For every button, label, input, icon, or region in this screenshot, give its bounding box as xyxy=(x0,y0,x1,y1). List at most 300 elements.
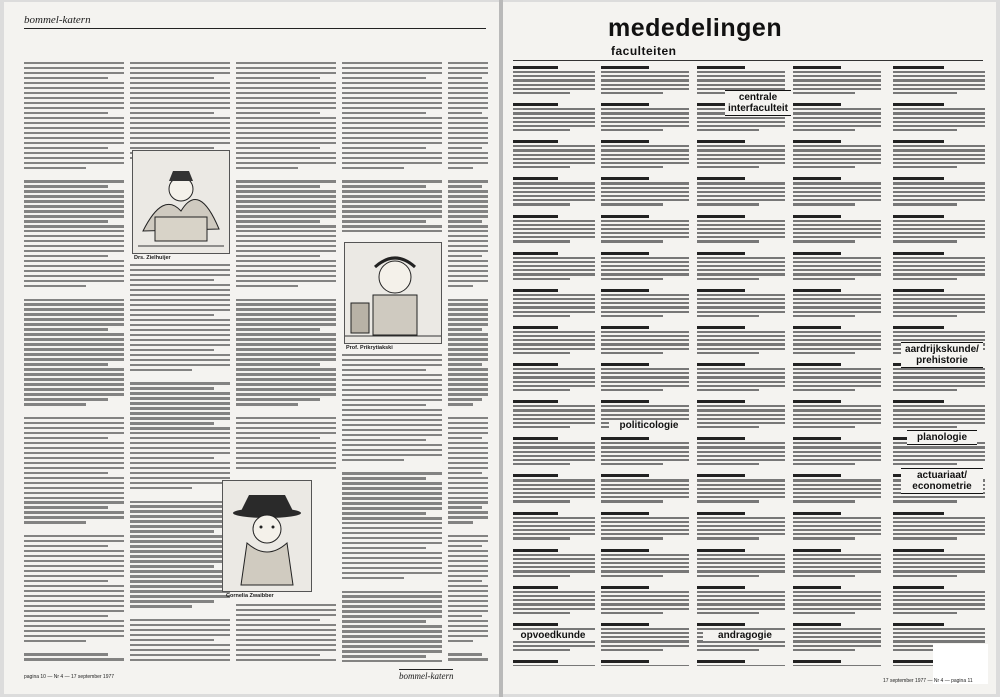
text-line xyxy=(24,112,108,114)
announcement-line xyxy=(601,278,663,280)
announcement-line xyxy=(893,463,957,465)
text-line xyxy=(448,62,488,64)
text-line xyxy=(24,620,124,622)
announcement-line xyxy=(513,517,595,519)
text-line xyxy=(236,285,298,287)
text-line xyxy=(448,600,488,602)
text-line xyxy=(24,147,108,149)
announcement-line xyxy=(601,537,663,539)
text-line xyxy=(448,565,488,567)
announcement-line xyxy=(513,645,595,647)
text-line xyxy=(130,501,230,503)
announcement-line xyxy=(513,608,595,610)
text-line xyxy=(342,185,426,187)
announcement-line xyxy=(793,215,841,218)
announcement-line xyxy=(513,437,558,440)
announcement-line xyxy=(601,140,649,143)
text-line xyxy=(130,530,214,532)
text-line xyxy=(448,348,488,350)
announcement-line xyxy=(601,331,689,333)
text-line xyxy=(448,270,488,272)
announcement-line xyxy=(893,224,985,226)
announcement-line xyxy=(697,484,785,486)
text-line xyxy=(236,422,336,424)
text-line xyxy=(448,398,482,400)
announcement-line xyxy=(697,562,785,564)
text-line xyxy=(448,190,488,192)
text-line xyxy=(448,570,488,572)
text-line xyxy=(24,275,124,277)
announcement-line xyxy=(793,166,855,168)
announcement-line xyxy=(893,570,985,572)
text-line xyxy=(342,354,442,356)
announcement-line xyxy=(793,533,881,535)
text-line xyxy=(342,542,442,544)
announcement-line xyxy=(601,591,689,593)
text-line xyxy=(342,650,442,652)
text-line xyxy=(130,452,230,454)
text-line xyxy=(342,142,442,144)
announcement-line xyxy=(697,356,785,361)
text-line xyxy=(236,142,336,144)
announcement-line xyxy=(893,640,985,642)
text-line xyxy=(236,195,336,197)
header-label: bommel-katern xyxy=(24,14,91,26)
text-line xyxy=(24,437,108,439)
announcement-line xyxy=(513,220,595,222)
text-line xyxy=(24,142,124,144)
text-line xyxy=(236,467,336,469)
text-line xyxy=(130,412,230,414)
text-line xyxy=(448,102,488,104)
left-page-header xyxy=(24,10,486,29)
text-line xyxy=(24,487,124,489)
text-line xyxy=(24,102,124,104)
text-line xyxy=(448,635,488,637)
announcement-line xyxy=(601,154,689,156)
text-line xyxy=(130,319,230,321)
announcement-line xyxy=(793,154,881,156)
text-line xyxy=(130,477,230,479)
announcement-line xyxy=(697,79,785,81)
announcement-line xyxy=(601,653,689,658)
text-line xyxy=(448,373,488,375)
announcement-line xyxy=(601,84,689,86)
announcement-line xyxy=(697,66,745,69)
text-line xyxy=(448,137,488,139)
text-line xyxy=(24,452,124,454)
text-column-4a xyxy=(342,62,442,237)
announcement-line xyxy=(697,311,785,313)
text-line xyxy=(342,522,442,524)
section-aardrijkskunde: aardrijkskunde/ prehistorie xyxy=(901,342,983,368)
text-line xyxy=(130,610,230,616)
text-line xyxy=(448,472,482,474)
announcement-line xyxy=(513,326,558,329)
text-line xyxy=(24,615,108,617)
announcement-line xyxy=(601,517,689,519)
announcement-line xyxy=(893,257,985,259)
announcement-line xyxy=(893,103,944,106)
announcement-line xyxy=(893,389,957,391)
text-line xyxy=(24,580,108,582)
announcement-line xyxy=(697,306,785,308)
announcement-line xyxy=(513,623,558,626)
text-line xyxy=(342,230,442,232)
announcement-line xyxy=(793,245,881,250)
announcement-line xyxy=(697,554,785,556)
text-line xyxy=(24,590,124,592)
announcement-line xyxy=(601,649,663,651)
announcement-line xyxy=(697,187,785,189)
announcement-line xyxy=(793,75,881,77)
announcement-line xyxy=(893,145,985,147)
text-line xyxy=(24,122,124,124)
announcement-line xyxy=(893,140,944,143)
announcement-line xyxy=(893,517,985,519)
text-line xyxy=(24,373,124,375)
text-line xyxy=(448,427,488,429)
text-line xyxy=(342,137,442,139)
announcement-line xyxy=(513,88,595,90)
announcement-line xyxy=(793,554,881,556)
announcement-line xyxy=(893,335,985,337)
text-line xyxy=(448,87,488,89)
announcement-line xyxy=(601,500,663,502)
announcement-line xyxy=(697,505,785,510)
text-line xyxy=(24,117,124,119)
text-line xyxy=(236,62,336,64)
text-line xyxy=(24,333,124,335)
text-line xyxy=(236,348,336,350)
announcement-line xyxy=(601,75,689,77)
text-line xyxy=(236,462,336,464)
text-line xyxy=(342,117,442,119)
text-line xyxy=(236,137,336,139)
text-line xyxy=(448,152,488,154)
announcement-line xyxy=(601,579,689,584)
announcement-line xyxy=(601,265,689,267)
announcement-line xyxy=(513,467,595,472)
announcement-line xyxy=(513,311,595,313)
text-line xyxy=(448,358,488,360)
announcement-line xyxy=(513,451,595,453)
announcement-line xyxy=(601,521,689,523)
text-line xyxy=(448,82,488,84)
announcement-line xyxy=(513,319,595,324)
text-line xyxy=(24,545,108,547)
text-line xyxy=(24,62,124,64)
text-line xyxy=(448,447,488,449)
announcement-line xyxy=(893,623,944,626)
text-line xyxy=(448,308,488,310)
text-line xyxy=(236,654,320,656)
text-line xyxy=(342,502,442,504)
text-line xyxy=(24,516,124,518)
announcement-line xyxy=(601,492,689,494)
announcement-line xyxy=(513,269,595,271)
announcement-line xyxy=(893,129,957,131)
text-line xyxy=(24,343,124,345)
text-line xyxy=(236,147,320,149)
text-line xyxy=(130,427,230,429)
announcement-line xyxy=(697,512,745,515)
announcement-line xyxy=(893,426,957,428)
announcement-line xyxy=(793,236,881,238)
announcement-line xyxy=(793,500,855,502)
announcement-line xyxy=(697,220,785,222)
announcement-line xyxy=(513,521,595,523)
text-line xyxy=(342,591,442,593)
text-line xyxy=(130,82,230,84)
announcement-line xyxy=(793,422,881,424)
text-line xyxy=(448,605,488,607)
announcement-line xyxy=(893,208,985,213)
announcement-line xyxy=(793,479,881,481)
announcement-line xyxy=(697,442,785,444)
text-line xyxy=(130,354,230,356)
text-line xyxy=(24,215,124,217)
announcement-line xyxy=(893,133,985,138)
announcement-line xyxy=(601,437,649,440)
announcement-line xyxy=(601,356,689,361)
announcement-line xyxy=(893,170,985,175)
text-line xyxy=(236,210,336,212)
announcement-line xyxy=(513,182,595,184)
announcement-line xyxy=(601,542,689,547)
announcement-line xyxy=(793,537,855,539)
announcement-line xyxy=(893,586,944,589)
announcement-line xyxy=(601,319,689,324)
text-line xyxy=(236,604,336,606)
announcement-line xyxy=(793,521,881,523)
announcement-line xyxy=(793,418,881,420)
announcement-line xyxy=(893,405,985,407)
text-line xyxy=(236,649,336,651)
text-line xyxy=(130,457,214,459)
text-line xyxy=(342,532,442,534)
announcement-line xyxy=(513,537,570,539)
announcement-line xyxy=(793,595,881,597)
text-line xyxy=(130,442,230,444)
announcement-line xyxy=(697,166,759,168)
announcement-line xyxy=(793,426,855,428)
text-line xyxy=(448,260,488,262)
text-line xyxy=(448,432,488,434)
text-line xyxy=(130,570,230,572)
announcement-line xyxy=(513,158,595,160)
announcement-line xyxy=(601,187,689,189)
announcement-line xyxy=(793,542,881,547)
announcement-line xyxy=(513,665,595,666)
announcement-line xyxy=(697,177,745,180)
text-line xyxy=(24,132,124,134)
announcement-line xyxy=(793,558,881,560)
text-line xyxy=(236,398,320,400)
announcement-line xyxy=(697,84,785,86)
announcement-line xyxy=(697,191,785,193)
announcement-line xyxy=(793,103,841,106)
announcement-line xyxy=(697,455,785,457)
announcement-line xyxy=(601,405,689,407)
announcement-line xyxy=(601,368,689,370)
text-line xyxy=(236,338,336,340)
text-line xyxy=(24,457,124,459)
text-line xyxy=(130,107,230,109)
text-line xyxy=(24,107,124,109)
text-line xyxy=(236,205,336,207)
text-line xyxy=(342,172,442,178)
text-line xyxy=(342,459,404,461)
announcement-line xyxy=(513,385,595,387)
text-line xyxy=(24,240,124,242)
text-line xyxy=(130,482,230,484)
text-line xyxy=(236,378,336,380)
announcement-line xyxy=(893,496,985,498)
announcement-line xyxy=(697,133,785,138)
announcement-line xyxy=(601,389,663,391)
text-line xyxy=(342,127,442,129)
announcement-line xyxy=(793,278,855,280)
text-line xyxy=(130,619,230,621)
text-line xyxy=(342,492,442,494)
text-line xyxy=(24,250,124,252)
announcement-line xyxy=(793,331,881,333)
text-line xyxy=(130,374,230,380)
announcement-line xyxy=(697,331,785,333)
text-line xyxy=(236,275,336,277)
text-line xyxy=(448,210,488,212)
text-line xyxy=(342,547,426,549)
announcement-line xyxy=(513,595,595,597)
text-line xyxy=(448,658,488,660)
announcement-line xyxy=(793,191,881,193)
announcement-line xyxy=(793,311,881,313)
announcement-line xyxy=(893,319,985,324)
announcement-line xyxy=(893,240,957,242)
announcement-line xyxy=(793,112,881,114)
announcement-line xyxy=(793,92,855,94)
text-line xyxy=(448,506,482,508)
text-line xyxy=(342,640,442,642)
right-page xyxy=(503,2,996,694)
announcement-line xyxy=(893,121,985,123)
announcement-line xyxy=(601,170,689,175)
announcement-line xyxy=(513,121,595,123)
text-line xyxy=(236,323,336,325)
text-line xyxy=(342,409,442,411)
announcement-line xyxy=(513,84,595,86)
announcement-line xyxy=(793,302,881,304)
announcement-line xyxy=(893,162,985,164)
announcement-line xyxy=(697,282,785,287)
text-line xyxy=(342,220,426,222)
announcement-line xyxy=(697,117,785,119)
text-line xyxy=(342,67,442,69)
announcement-line xyxy=(601,261,689,263)
text-line xyxy=(130,87,230,89)
text-line xyxy=(448,575,488,577)
announcement-line xyxy=(601,608,689,610)
announcement-line xyxy=(601,558,689,560)
announcement-line xyxy=(513,474,558,477)
text-line xyxy=(130,132,230,134)
announcement-line xyxy=(893,228,985,230)
text-line xyxy=(342,537,442,539)
text-line xyxy=(130,472,230,474)
text-line xyxy=(24,635,124,637)
text-line xyxy=(236,180,336,182)
announcement-line xyxy=(513,294,595,296)
text-line xyxy=(236,639,336,641)
text-line xyxy=(236,270,336,272)
text-line xyxy=(130,575,230,577)
announcement-line xyxy=(793,348,881,350)
announcement-line xyxy=(601,108,689,110)
text-line xyxy=(448,417,488,419)
announcement-line xyxy=(601,311,689,313)
text-line xyxy=(24,255,108,257)
text-line xyxy=(448,275,488,277)
left-footer-folio: pagina 10 — Nr 4 — 17 september 1977 xyxy=(24,674,115,680)
section-actuariaat: actuariaat/ econometrie xyxy=(901,468,983,494)
announcement-line xyxy=(697,381,785,383)
announcement-line xyxy=(601,158,689,160)
text-line xyxy=(24,417,124,419)
announcement-line xyxy=(793,632,881,634)
announcement-line xyxy=(793,220,881,222)
announcement-line xyxy=(601,616,689,621)
announcement-line xyxy=(601,409,689,411)
announcement-line xyxy=(793,339,881,341)
text-line xyxy=(448,303,488,305)
announcement-line xyxy=(893,549,944,552)
text-line xyxy=(130,492,230,498)
text-column-4b xyxy=(342,354,442,662)
text-line xyxy=(24,550,124,552)
announcement-line xyxy=(513,529,595,531)
announcement-line xyxy=(601,302,689,304)
announcement-line xyxy=(793,459,881,461)
text-line xyxy=(24,270,124,272)
text-line xyxy=(236,167,298,169)
announcement-line xyxy=(793,603,881,605)
announcement-line xyxy=(697,400,745,403)
announcement-line xyxy=(893,245,985,250)
announcement-line xyxy=(697,343,785,345)
text-line xyxy=(130,359,230,361)
announcement-line xyxy=(697,529,785,531)
announcement-line xyxy=(513,484,595,486)
announcement-line xyxy=(513,236,595,238)
announcement-line xyxy=(793,315,855,317)
text-line xyxy=(448,595,488,597)
announcement-line xyxy=(893,84,985,86)
announcement-line xyxy=(697,405,785,407)
announcement-line xyxy=(697,665,785,666)
text-line xyxy=(130,334,230,336)
announcement-line xyxy=(893,537,957,539)
announcement-line xyxy=(893,414,985,416)
announcement-line xyxy=(893,616,985,621)
text-line xyxy=(130,540,230,542)
text-line xyxy=(342,132,442,134)
text-line xyxy=(342,454,442,456)
announcement-line xyxy=(601,133,689,138)
announcement-line xyxy=(513,117,595,119)
text-line xyxy=(130,289,230,291)
text-line xyxy=(448,462,488,464)
